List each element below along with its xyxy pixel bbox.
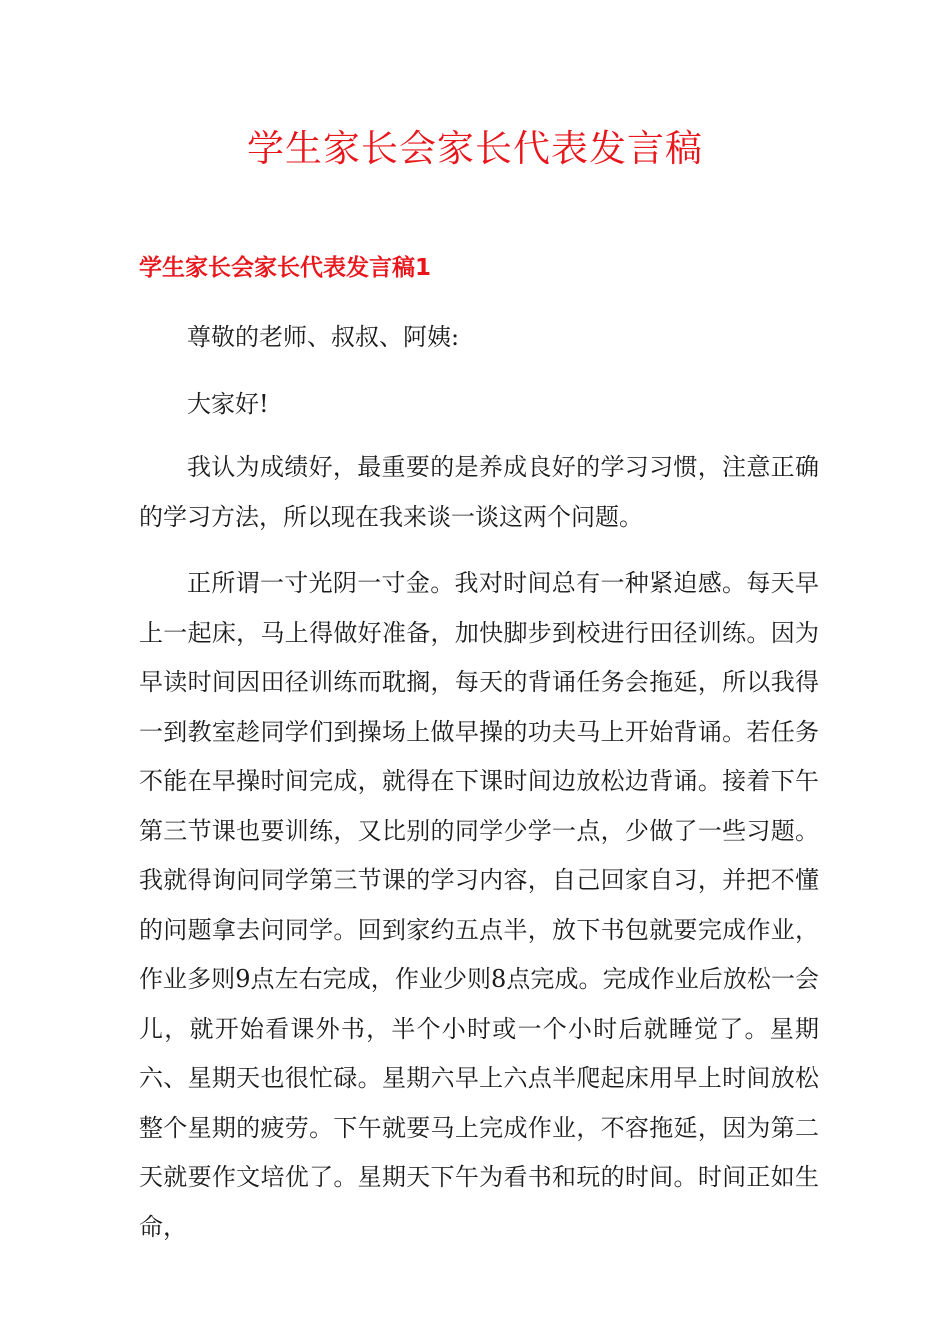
time-paragraph: 正所谓一寸光阴一寸金。我对时间总有一种紧迫感。每天早上一起床，马上得做好准备，加快脚步到校进行田径训练。因为早读时间因田径训练而耽搁，每天的背诵任务会拖延，所以我得一到教室趁同学们到操场上做早操的功夫马上开始背诵。若任务不能在早操时间完成，就得在下课时间边放松边背诵。接着下午第三节课也要训练，又比别的同学少学一点，少做了一些习题。我就得询问同学第三节课的学习内容，自己回家自习，并把不懂的问题拿去问同学。回到家约五点半，放下书包就要完成作业，作业多则9点左右完成，作业少则8点完成。完成作业后放松一会儿，就开始看课外书，半个小时或一个小时后就睡觉了。星期六、星期天也很忙碌。星期六早上六点半爬起床用早上时间放松整个星期的疲劳。下午就要马上完成作业，不容拖延，因为第二天就要作文培优了。星期天下午为看书和玩的时间。时间正如生命， [139, 569, 819, 1241]
document-title: 学生家长会家长代表发言稿 [247, 127, 703, 170]
greeting-paragraph: 尊敬的老师、叔叔、阿姨: [187, 323, 460, 351]
section-heading: 学生家长会家长代表发言稿1 [139, 255, 432, 281]
intro-paragraph: 我认为成绩好，最重要的是养成良好的学习习惯，注意正确的学习方法，所以现在我来谈一谈这两个问题。 [139, 453, 819, 531]
hello-paragraph: 大家好! [187, 390, 269, 418]
